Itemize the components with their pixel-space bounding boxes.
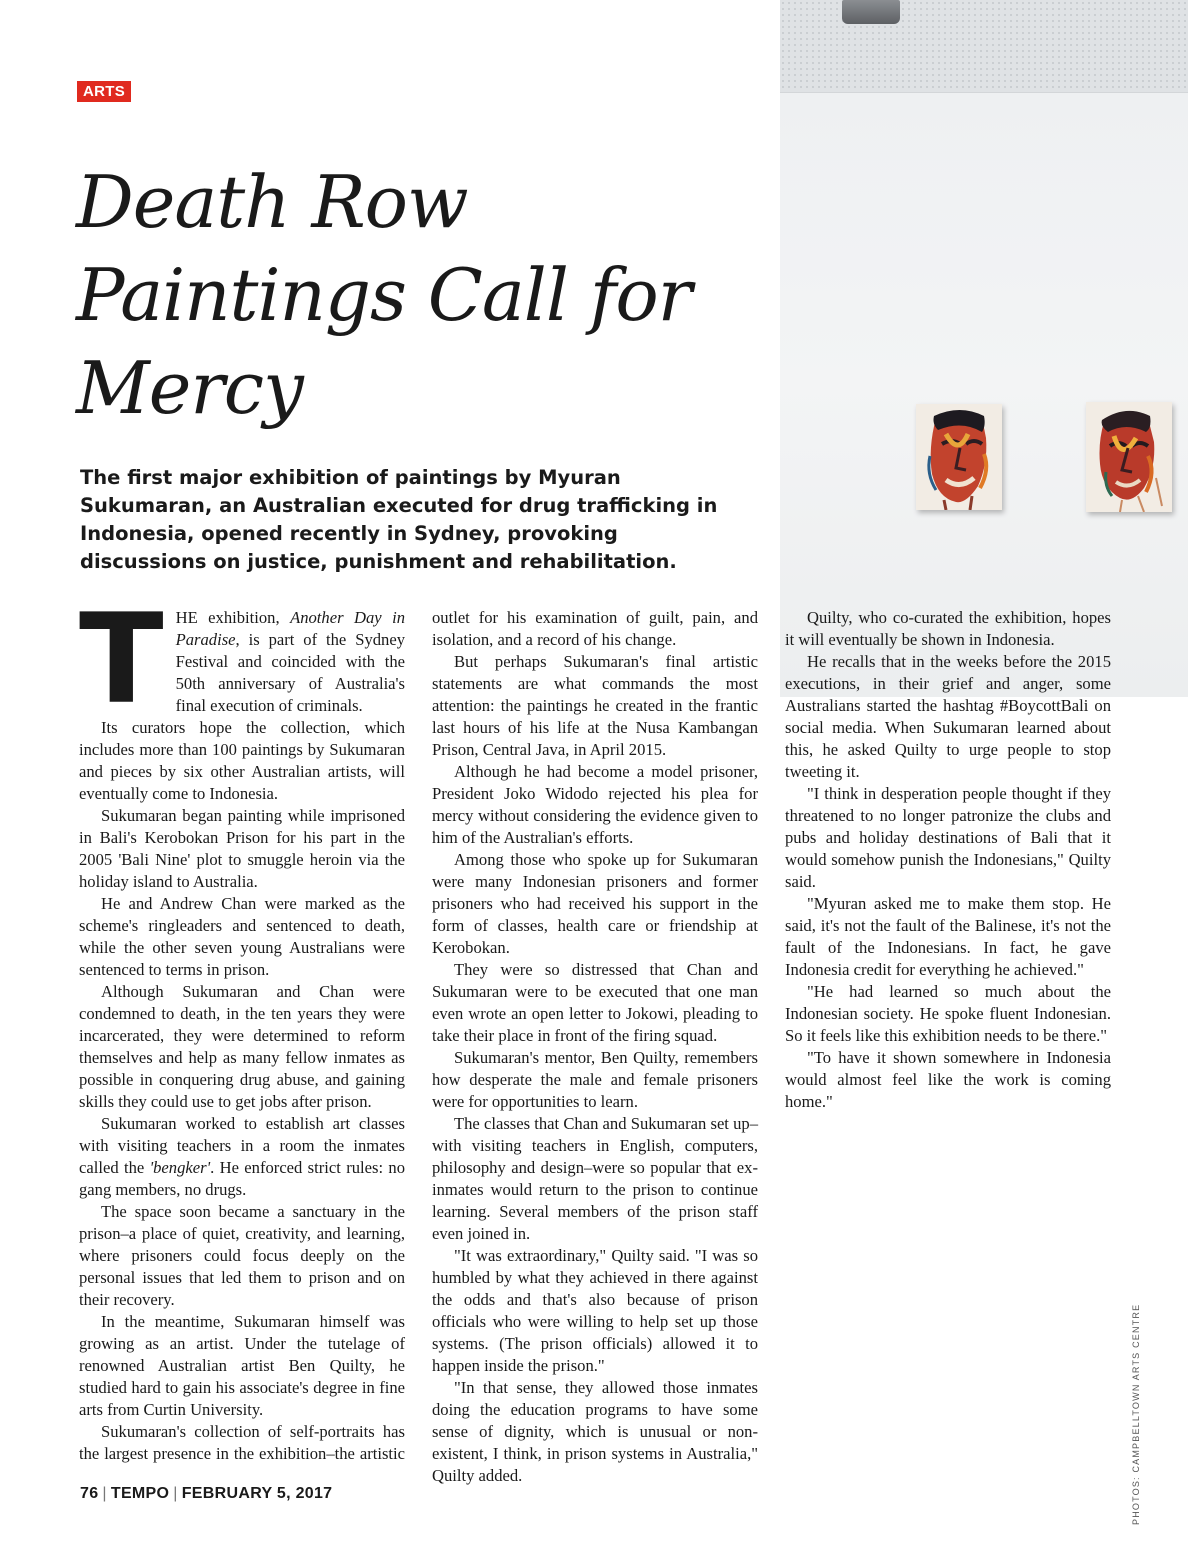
bengker-term: 'bengker'	[149, 1158, 211, 1177]
article-headline: Death Row Paintings Call for Mercy	[76, 160, 692, 430]
photo-credit: PHOTOS: CAMPBELLTOWN ARTS CENTRE	[1131, 1303, 1141, 1525]
page-number: 76	[80, 1485, 99, 1502]
portrait-face-2	[1086, 402, 1172, 512]
issue-date: FEBRUARY 5, 2017	[181, 1485, 333, 1502]
body-paragraph: Sukumaran's collection of self-portraits has the largest presence in the exhibition–the artistic outlet for his examination of guilt, pain, and isolation, and a record of his change.	[79, 608, 758, 1463]
body-paragraph: "It was extraordinary," Quilty said. "I was so humbled by what they achieved in there against the odds and that's also because of prison officials who were willing to help set up those systems. (The prison officials) allowed it to happen inside the prison."	[432, 1246, 758, 1375]
body-paragraph: Although he had become a model prisoner, President Joko Widodo rejected his plea for mercy without considering the evidence given to him of the Australian's efforts.	[432, 762, 758, 847]
body-paragraph: Sukumaran's mentor, Ben Quilty, remembers how desperate the male and female prisoners were for opportunities to learn.	[432, 1048, 758, 1111]
body-paragraph: He recalls that in the weeks before the 2015 executions, in their grief and anger, some Australians started the hashtag #BoycottBali on social media. When Sukumaran learned about this, he asked Quilty to urge people to stop tweeting it.	[785, 652, 1111, 781]
body-paragraph: Its curators hope the collection, which includes more than 100 paintings by Sukumaran and pieces by six other Australian artists, will eventually come to Indonesia.	[79, 718, 405, 803]
body-paragraph: They were so distressed that Chan and Sukumaran were to be executed that one man even wrote an open letter to Jokowi, pleading to take their place in front of the firing squad.	[432, 960, 758, 1045]
body-paragraph: The classes that Chan and Sukumaran set up–with visiting teachers in English, computers, philosophy and design–were so popular that ex-inmates would return to the prison to continue learning. Several members of the prison staff even joined in.	[432, 1114, 758, 1243]
body-paragraph: He and Andrew Chan were marked as the scheme's ringleaders and sentenced to death, while the other seven young Australians were sentenced to terms in prison.	[79, 894, 405, 979]
body-paragraph: "Myuran asked me to make them stop. He said, it's not the fault of the Balinese, it's not the fault of the Indonesians. In fact, he gave Indonesia credit for everything he achieved."	[785, 894, 1111, 979]
exhibition-title: Another Day in Paradise	[175, 608, 406, 649]
body-paragraph: The space soon became a sanctuary in the prison–a place of quiet, creativity, and learning, where prisoners could focus deeply on the personal issues that led them to prison and on their recovery.	[79, 1202, 405, 1309]
page-footer	[80, 1485, 332, 1503]
body-paragraph: But perhaps Sukumaran's final artistic statements are what commands the most attention: the paintings he created in the frantic last hours of his life at the Nusa Kambangan Prison, Central Java, in April 2015.	[432, 652, 758, 759]
footer-separator: |	[102, 1485, 107, 1502]
gallery-photo	[780, 0, 1188, 697]
body-paragraph: Quilty, who co-curated the exhibition, hopes it will eventually be shown in Indonesia.	[785, 608, 1111, 649]
publication-name: TEMPO	[110, 1485, 170, 1502]
article-body	[79, 588, 1111, 1507]
body-paragraph: Sukumaran worked to establish art classes with visiting teachers in a room the inmates called the 'bengker'. He enforced strict rules: no gang members, no drugs.	[79, 1114, 406, 1199]
body-paragraph: THE exhibition, Another Day in Paradise, is part of the Sydney Festival and coincided with the 50th anniversary of Australia's final execution of criminals.	[79, 588, 406, 732]
portrait-painting-2	[1086, 402, 1172, 512]
drop-cap: T	[79, 588, 164, 732]
portrait-face-1	[916, 404, 1002, 510]
body-paragraph: "In that sense, they allowed those inmates doing the education programs to have some sense of dignity, which is unusual or non-existent, I think, in prison systems in Australia," Quilty added.	[432, 1378, 758, 1485]
body-paragraph: "He had learned so much about the Indonesian society. He spoke fluent Indonesian. So it feels like this exhibition needs to be there."	[785, 982, 1111, 1045]
body-paragraph: Sukumaran began painting while imprisoned in Bali's Kerobokan Prison for his part in the 2005 'Bali Nine' plot to smuggle heroin via the holiday island to Australia.	[79, 806, 405, 891]
ceiling-light-fixture	[842, 0, 900, 24]
body-paragraph: In the meantime, Sukumaran himself was growing as an artist. Under the tutelage of renowned Australian artist Ben Quilty, he studied hard to gain his associate's degree in fine arts from Curtin University.	[79, 1312, 405, 1419]
section-tag: ARTS	[77, 81, 131, 102]
body-paragraph: Among those who spoke up for Sukumaran were many Indonesian prisoners and former prisoners who had received his support in the form of classes, health care or friendship at Kerobokan.	[432, 850, 758, 957]
body-paragraph: Although Sukumaran and Chan were condemned to death, in the ten years they were incarcerated, they were determined to reform themselves and help as many fellow inmates as possible in conquering drug abuse, and gaining skills they could use to get jobs after prison.	[79, 982, 405, 1111]
article-deck: The first major exhibition of paintings by Myuran Sukumaran, an Australian executed for drug trafficking in Indonesia, opened recently in Sydney, provoking discussions on justice, punishment and rehabilitation.	[80, 466, 718, 573]
body-paragraph: "To have it shown somewhere in Indonesia would almost feel like the work is coming home."	[785, 1048, 1111, 1111]
footer-separator: |	[173, 1485, 178, 1502]
portrait-painting-1	[916, 404, 1002, 510]
body-paragraph: "I think in desperation people thought if they threatened to no longer patronize the clubs and pubs and holiday destinations of Bali that it would somehow punish the Indonesians," Quilty said.	[785, 784, 1111, 891]
